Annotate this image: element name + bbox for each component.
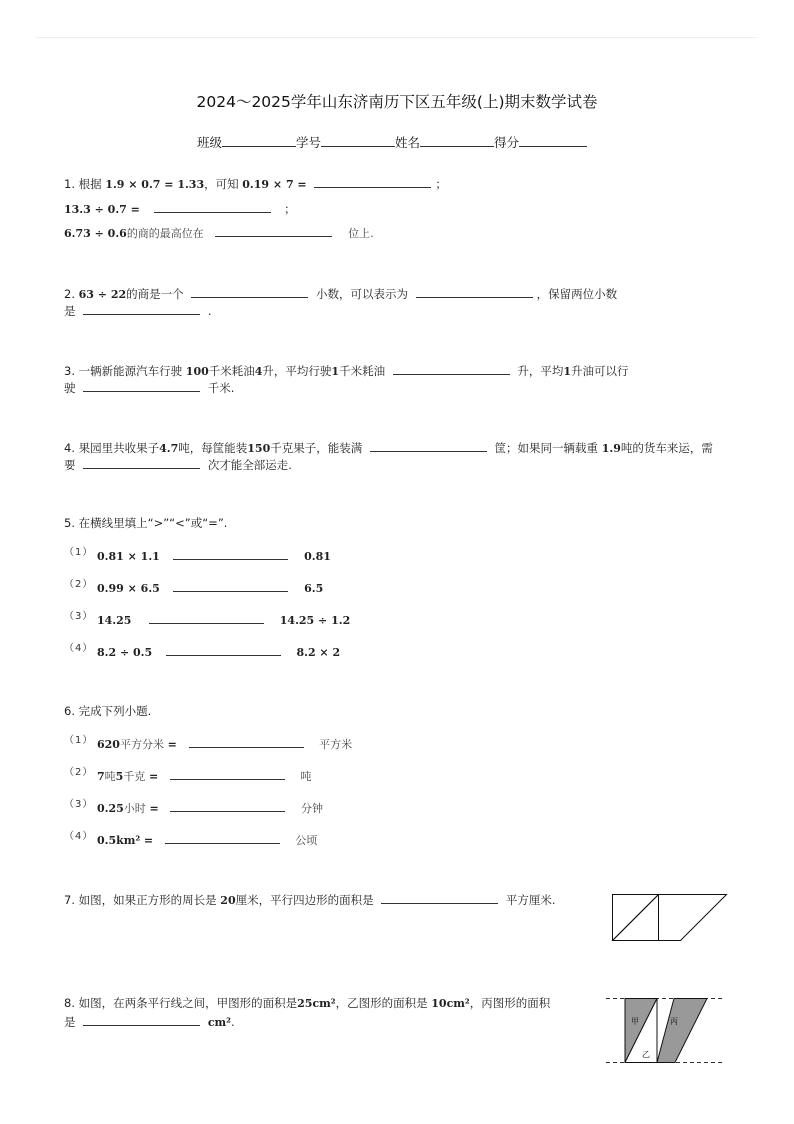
q5-item-3-left: 14.25: [97, 614, 132, 627]
q6-item-2-blank[interactable]: [170, 767, 285, 780]
q6-item-1-n1: 620: [97, 738, 120, 751]
q1-mid: ，可知: [204, 177, 239, 191]
q3-line2: [64, 379, 234, 396]
score-label: 得分: [494, 135, 520, 150]
id-field[interactable]: [321, 133, 395, 147]
q3-t6: 升油可以行: [571, 364, 629, 378]
q3-t7: 驶: [64, 381, 76, 395]
q8-line1: [64, 995, 550, 1012]
q4-line1: [64, 439, 713, 457]
q8-t3: ，丙图形的面积: [469, 996, 551, 1010]
q7-t3: 平方厘米.: [505, 893, 556, 907]
q4-answer-blank-1[interactable]: [370, 439, 487, 452]
q8-figure: [604, 990, 726, 1070]
q2-answer-blank-3[interactable]: [83, 302, 200, 315]
q1-end3: 位上.: [348, 227, 374, 240]
q2-t1: 的商是一个: [126, 287, 184, 301]
q5-heading: 5. 在横线里填上“>”“<”或“=”.: [64, 516, 228, 530]
label-yi: 乙: [642, 1050, 650, 1059]
q7-answer-blank[interactable]: [381, 891, 498, 904]
q4-n2: 150: [247, 442, 271, 455]
q4-t5: 吨的货车来运，需: [620, 441, 713, 455]
class-field[interactable]: [222, 133, 296, 147]
q8-answer-blank[interactable]: [83, 1013, 200, 1026]
q3-t8: 千米.: [207, 381, 235, 395]
q1-expr3: 6.73 ÷ 0.6: [64, 227, 127, 240]
q5-item-2-blank[interactable]: [173, 579, 288, 592]
q3-t3: 升，平均行驶: [262, 364, 332, 378]
q8-n2: 10cm²: [431, 997, 470, 1010]
q1-text3: 的商的最高位在: [126, 227, 204, 240]
score-field[interactable]: [519, 133, 587, 147]
q6-item-4-n1: 0.5km²: [97, 834, 141, 847]
q2-t4: 是: [64, 304, 76, 318]
q8-n1: 25cm²: [297, 997, 336, 1010]
q1-semicolon: ；: [435, 177, 447, 191]
q2-line1: [64, 285, 617, 303]
q4-t3: 千克果子，能装满: [270, 441, 363, 455]
q3-answer-blank-1[interactable]: [393, 362, 510, 375]
q1-line1: [64, 175, 447, 193]
q6-item-3-eq: =: [149, 802, 159, 815]
square-diagonal: [613, 895, 659, 941]
q6-heading: 6. 完成下列小题.: [64, 704, 152, 718]
q4-t7: 次才能全部运走.: [207, 458, 292, 472]
name-field[interactable]: [420, 133, 494, 147]
q8-line2: [64, 1013, 235, 1031]
q5-item-1-label: （1）: [64, 547, 94, 558]
q2-prefix: 2.: [64, 287, 75, 301]
q5-item-3-label: （3）: [64, 611, 94, 622]
q1-expr2: 13.3 ÷ 0.7 =: [64, 203, 140, 216]
q6-item-3: [97, 799, 323, 817]
q6-item-4-label: （4）: [64, 831, 94, 842]
q8-t1: 8. 如图，在两条平行线之间，甲图形的面积是: [64, 996, 298, 1010]
q1-given: 1.9 × 0.7 = 1.33: [105, 178, 205, 191]
q4-t2: 吨，每筐能装: [178, 441, 248, 455]
q2-expr: 63 ÷ 22: [78, 288, 127, 301]
q2-end: .: [207, 304, 212, 318]
q8-t2: ，乙图形的面积是: [335, 996, 428, 1010]
q3-n1: 100: [185, 365, 209, 378]
q6-item-4: [97, 831, 317, 849]
q5-item-4-left: 8.2 ÷ 0.5: [97, 646, 153, 659]
q3-t4: 千米耗油: [339, 364, 386, 378]
q5-item-4-label: （4）: [64, 643, 94, 654]
q6-item-1: [97, 735, 352, 753]
q1-expr1: 0.19 × 7 =: [242, 178, 307, 191]
q6-item-2-eq: =: [148, 770, 159, 783]
q5-item-2-right: 6.5: [304, 582, 324, 595]
q5-item-2: [97, 579, 323, 597]
q6-item-3-n1: 0.25: [97, 802, 124, 815]
q6-item-3-label: （3）: [64, 799, 94, 810]
q6-item-1-blank[interactable]: [189, 735, 304, 748]
q4-answer-blank-2[interactable]: [83, 456, 200, 469]
q6-item-3-blank[interactable]: [170, 799, 285, 812]
q6-item-2-label: （2）: [64, 767, 94, 778]
q5-item-3-right: 14.25 ÷ 1.2: [279, 614, 351, 627]
label-bing: 丙: [670, 1017, 678, 1026]
q5-item-2-label: （2）: [64, 579, 94, 590]
q7-n1: 20: [220, 894, 236, 907]
name-label: 姓名: [395, 135, 421, 150]
q3-t2: 千米耗油: [208, 364, 255, 378]
q5-item-1: [97, 547, 331, 565]
q6-item-1-label: （1）: [64, 735, 94, 746]
q3-n4: 1: [563, 365, 572, 378]
q3-t5: 升，平均: [517, 364, 564, 378]
q6-item-2-n1: 7: [97, 770, 105, 783]
q8-unit: cm²: [207, 1016, 231, 1029]
q2-t3: ，保留两位小数: [536, 287, 618, 301]
q3-line1: [64, 362, 629, 380]
shape-bing: [657, 999, 707, 1063]
q6-item-2-unit: 吨: [300, 770, 312, 783]
q6-item-2-u2: 千克: [123, 770, 146, 783]
q7-line1: [64, 891, 556, 909]
q6-item-3-u1: 小时: [123, 802, 146, 815]
id-label: 学号: [296, 135, 322, 150]
page-title: 2024～2025学年山东济南历下区五年级(上)期末数学试卷: [196, 93, 598, 111]
q4-line2: [64, 456, 292, 473]
q8-end: .: [230, 1015, 235, 1029]
q5-item-3-blank[interactable]: [149, 611, 264, 624]
q4-t6: 要: [64, 458, 76, 472]
q6-item-4-unit: 公顷: [295, 834, 318, 847]
q6-item-1-unit: 平方米: [319, 738, 353, 751]
q6-item-3-unit: 分钟: [300, 802, 323, 815]
q4-n3: 1.9: [601, 442, 621, 455]
q4-t4: 筐；如果同一辆载重: [494, 441, 599, 455]
q2-t2: 小数，可以表示为: [315, 287, 408, 301]
q6-item-1-u1: 平方分米: [119, 738, 164, 751]
q8-t4: 是: [64, 1015, 76, 1029]
q1-line2: [64, 200, 296, 218]
q5-item-4-right: 8.2 × 2: [296, 646, 341, 659]
q1-answer-blank-1[interactable]: [314, 175, 431, 188]
header-rule: [36, 37, 758, 38]
q1-prefix: 1. 根据: [64, 177, 102, 191]
q7-figure: [608, 890, 732, 946]
q7-t2: 厘米，平行四边形的面积是: [235, 893, 374, 907]
q6-item-2-n2: 5: [115, 770, 124, 783]
parallelogram-shape: [613, 895, 727, 941]
q6-item-2: [97, 767, 312, 785]
q2-answer-blank-2[interactable]: [416, 285, 533, 298]
q5-item-4: [97, 643, 340, 661]
q5-item-3: [97, 611, 350, 629]
q5-item-1-left: 0.81 × 1.1: [97, 550, 160, 563]
q4-t1: 4. 果园里共收果子: [64, 441, 160, 455]
q3-answer-blank-2[interactable]: [83, 379, 200, 392]
q2-line2: [64, 302, 211, 319]
q5-item-1-blank[interactable]: [173, 547, 288, 560]
q4-n1: 4.7: [159, 442, 179, 455]
q6-item-4-eq: =: [143, 834, 154, 847]
class-label: 班级: [197, 135, 223, 150]
q6-item-4-blank[interactable]: [165, 831, 280, 844]
q3-t1: 3. 一辆新能源汽车行驶: [64, 364, 183, 378]
q3-n3: 1: [331, 365, 340, 378]
q1-semicolon-2: ；: [284, 202, 296, 216]
q5-item-2-left: 0.99 × 6.5: [97, 582, 160, 595]
q6-item-2-u1: 吨: [104, 770, 116, 783]
q3-n2: 4: [254, 365, 263, 378]
q7-t1: 7. 如图，如果正方形的周长是: [64, 893, 217, 907]
q5-item-1-right: 0.81: [304, 550, 331, 563]
q1-answer-blank-3[interactable]: [215, 224, 332, 237]
q2-answer-blank-1[interactable]: [191, 285, 308, 298]
q1-answer-blank-2[interactable]: [154, 200, 271, 213]
q6-item-1-eq: =: [167, 738, 177, 751]
q5-item-4-blank[interactable]: [166, 643, 281, 656]
student-info-row: [197, 133, 587, 151]
q1-line3: [64, 224, 374, 242]
label-jia: 甲: [631, 1017, 639, 1026]
